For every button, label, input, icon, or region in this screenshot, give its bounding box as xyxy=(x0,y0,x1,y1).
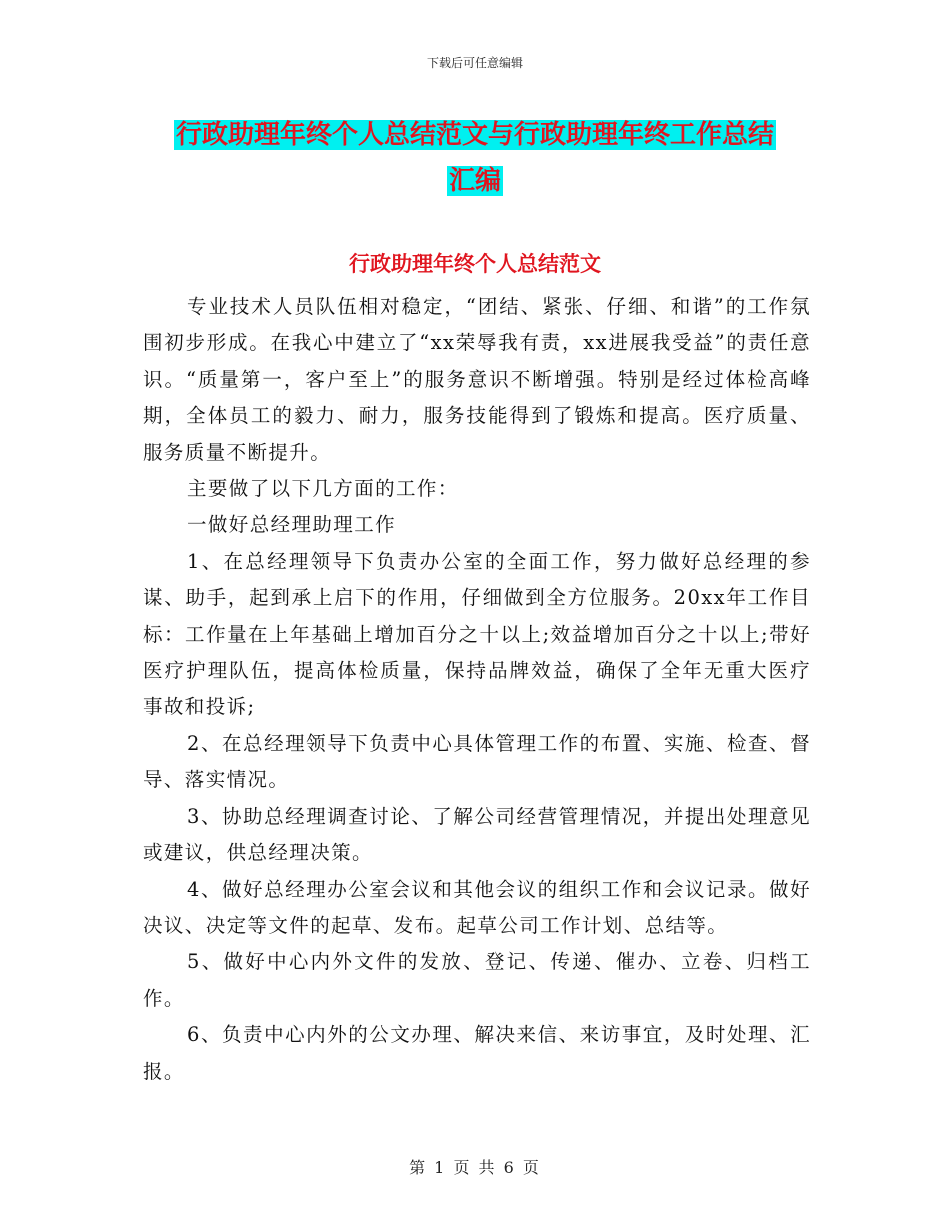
section-title: 行政助理年终个人总结范文 xyxy=(349,252,601,276)
document-title-line-1: 行政助理年终个人总结范文与行政助理年终工作总结 xyxy=(175,120,774,150)
page-footer: 第 1 页 共 6 页 xyxy=(409,1158,541,1177)
document-title xyxy=(150,112,800,204)
paragraph: 主要做了以下几方面的工作： xyxy=(187,477,459,501)
document-body xyxy=(143,289,811,1090)
paragraph: 1、在总经理领导下负责办公室的全面工作，努力做好总经理的参谋、助手，起到承上启下的作用，仔细做到全方位服务。20xx年工作目标：工作量在上年基础上增加百分之十以上;效益增加百分之十以上;带好医疗护理队伍，提高体检质量，保持品牌效益，确保了全年无重大医疗事故和投诉; xyxy=(143,549,811,719)
paragraph: 专业技术人员队伍相对稳定，“团结、紧张、仔细、和谐”的工作氛围初步形成。在我心中建立了“xx荣辱我有责，xx进展我受益”的责任意识。“质量第一，客户至上”的服务意识不断增强。特别是经过体检高峰期，全体员工的毅力、耐力，服务技能得到了锻炼和提高。医疗质量、服务质量不断提升。 xyxy=(143,295,811,464)
paragraph: 3、协助总经理调查讨论、了解公司经营管理情况，并提出处理意见或建议，供总经理决策。 xyxy=(143,804,811,865)
document-title-line-2: 汇编 xyxy=(448,166,501,196)
page-header: 下载后可任意编辑 xyxy=(426,56,523,70)
paragraph: 4、做好总经理办公室会议和其他会议的组织工作和会议记录。做好决议、决定等文件的起草、发布。起草公司工作计划、总结等。 xyxy=(143,877,811,937)
paragraph: 一做好总经理助理工作 xyxy=(187,513,397,537)
paragraph: 2、在总经理领导下负责中心具体管理工作的布置、实施、检查、督导、落实情况。 xyxy=(143,731,811,792)
paragraph: 5、做好中心内外文件的发放、登记、传递、催办、立卷、归档工作。 xyxy=(143,950,811,1010)
paragraph: 6、负责中心内外的公文办理、解决来信、来访事宜，及时处理、汇报。 xyxy=(143,1023,811,1083)
